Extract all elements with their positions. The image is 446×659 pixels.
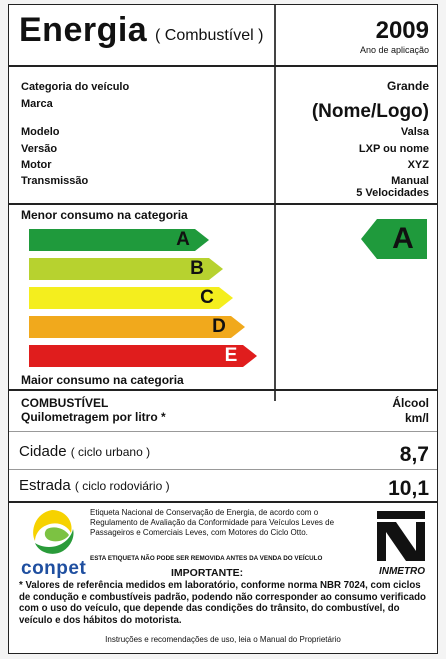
removal-warning: ESTA ETIQUETA NÃO PODE SER REMOVIDA ANTES DA VENDA DO VEÍCULO [90, 555, 323, 562]
rating-letter: A [392, 222, 414, 255]
inmetro-logo [373, 508, 429, 564]
brand-value: (Nome/Logo) [311, 101, 429, 122]
road-note: ( ciclo rodoviário ) [74, 479, 170, 493]
important-text: * Valores de referência medidos em laboratório, conforme norma NBR 7024, com ciclos de condução e combustíveis padrão, podendo não corresponder ao consumo verificado com o uso do veículo, que depende das condições do trânsito, do combustível, do veículo e dos hábitos do motorista. [19, 580, 426, 626]
efficiency-bar-a [29, 229, 209, 251]
brand-label: Marca [21, 98, 53, 110]
version-label: Versão [21, 143, 58, 155]
unit-value: km/l [404, 411, 429, 425]
transmission-label: Transmissão [21, 175, 89, 187]
rating-indicator [361, 219, 427, 259]
model-label: Modelo [21, 126, 60, 138]
inmetro-diagonal [386, 522, 416, 561]
year-value: 2009 [375, 17, 429, 44]
city-divider [9, 469, 437, 470]
road-label-text: Estrada [19, 477, 71, 494]
conpet-logo [27, 507, 77, 557]
vehicle-divider [9, 203, 437, 205]
transmission-value-1: Manual [391, 175, 429, 187]
conpet-logo-graphic [27, 507, 77, 557]
efficiency-bottom-label: Maior consumo na categoria [21, 373, 184, 387]
city-label-text: Cidade [19, 443, 67, 460]
city-value: 8,7 [399, 443, 429, 466]
engine-label: Motor [21, 159, 52, 171]
road-value: 10,1 [388, 477, 429, 500]
instructions-text: Instruções e recomendações de uso, leia o Manual do Proprietário [105, 635, 341, 644]
city-note: ( ciclo urbano ) [70, 445, 151, 459]
efficiency-top-label: Menor consumo na categoria [21, 208, 188, 222]
bar-b-letter: B [190, 258, 204, 279]
consumption-divider [9, 501, 437, 503]
inmetro-top-bar [377, 511, 425, 519]
engine-value: XYZ [407, 159, 429, 171]
inmetro-wordmark: INMETRO [378, 566, 426, 577]
label-subtitle: ( Combustível ) [155, 27, 264, 44]
fuel-divider [9, 431, 437, 432]
category-value: Grande [386, 79, 429, 93]
bar-d-letter: D [212, 316, 226, 337]
program-text: Etiqueta Nacional de Conservação de Energia, de acordo com o Regulamento de Avaliação da Conformidade para Veículos Leves de Passageiros e Comerciais Leves, com Motores do Ciclo Otto. [90, 508, 335, 537]
inmetro-right-bar [416, 522, 425, 561]
year-label: Ano de aplicação [359, 45, 429, 55]
scale-divider [9, 389, 437, 391]
header-divider [9, 65, 437, 67]
model-value: Valsa [400, 126, 429, 138]
efficiency-bar-d [29, 316, 245, 338]
efficiency-bar-e [29, 345, 257, 367]
efficiency-bar-c [29, 287, 233, 309]
inmetro-logo-graphic [373, 508, 429, 564]
bar-a-letter: A [176, 229, 190, 250]
inmetro-left-bar [377, 522, 386, 561]
important-title: IMPORTANTE: [171, 567, 244, 579]
city-label [19, 443, 150, 460]
bar-e-letter: E [224, 345, 238, 366]
energy-label [8, 4, 438, 654]
transmission-value-2: 5 Velocidades [356, 187, 429, 199]
bar-c-letter: C [200, 287, 214, 308]
version-value: LXP ou nome [358, 143, 429, 155]
category-label: Categoria do veículo [21, 81, 130, 93]
conpet-logo-light-green [45, 527, 69, 541]
conpet-wordmark: conpet [21, 558, 87, 579]
fuel-value: Álcool [392, 396, 429, 410]
fuel-label: COMBUSTÍVEL [21, 396, 109, 410]
label-title: Energia [19, 11, 148, 49]
mileage-label: Quilometragem por litro * [21, 410, 166, 424]
efficiency-bar-b [29, 258, 223, 280]
road-label [19, 477, 170, 494]
